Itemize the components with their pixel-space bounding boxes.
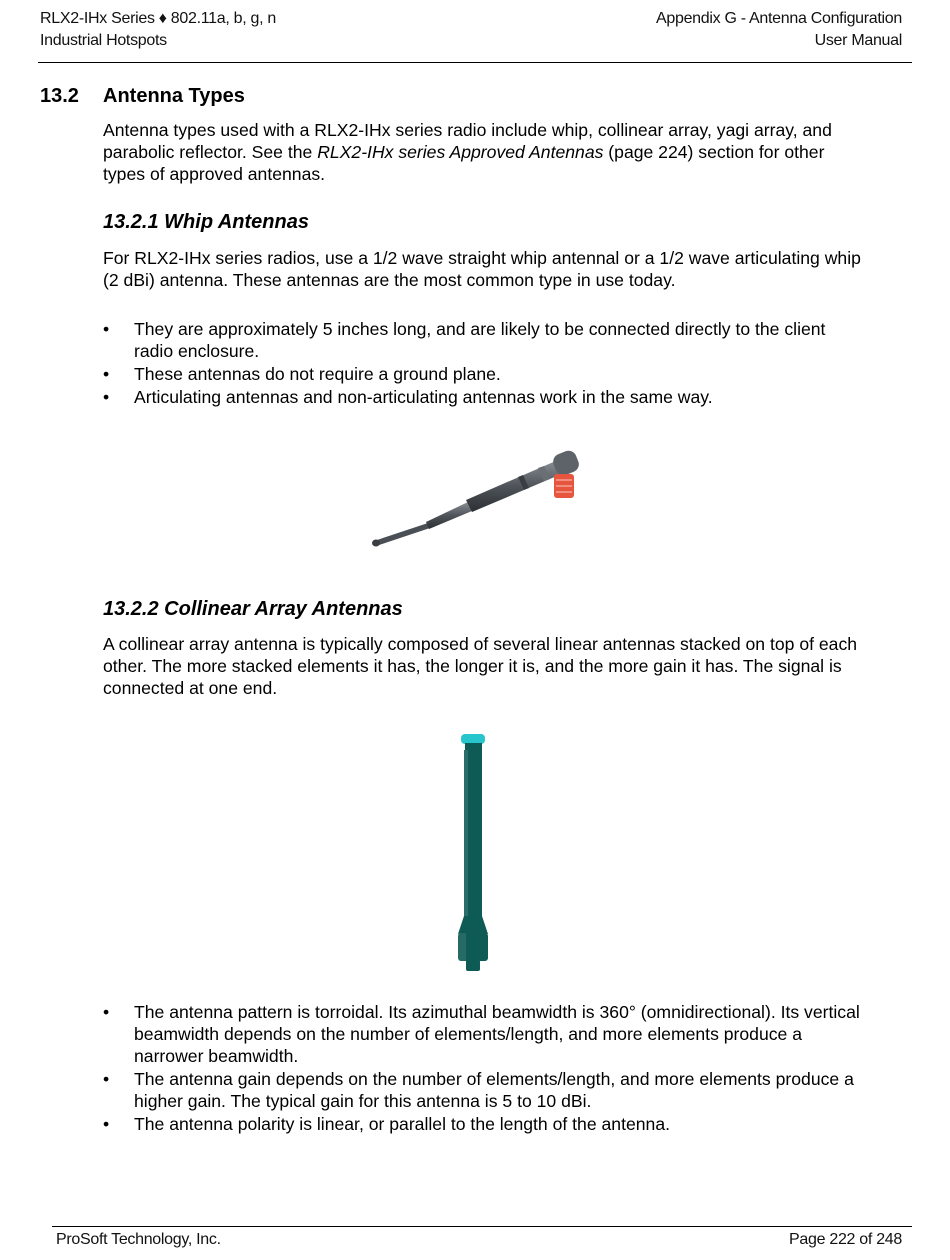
list-item	[103, 318, 863, 362]
intro-text: Antenna types used with a RLX2-IHx series radio include whip, collinear array, yagi array, and parabolic reflector. See the	[103, 120, 832, 162]
bullet-icon: •	[103, 1069, 110, 1089]
collinear-antenna-image	[452, 730, 496, 976]
page-header-left	[40, 8, 276, 52]
collinear-heading: 13.2.2 Collinear Array Antennas	[103, 598, 403, 620]
whip-heading: 13.2.1 Whip Antennas	[103, 211, 309, 233]
list-item-text: The antenna pattern is torroidal. Its azimuthal beamwidth is 360° (omnidirectional). Its vertical beamwidth depends on the number of elements/length, and more elements produce a narrower beamwidth.	[134, 1002, 860, 1066]
header-product-line: RLX2-IHx Series ♦ 802.11a, b, g, n	[40, 10, 277, 27]
collinear-connector	[466, 960, 480, 971]
footer-company: ProSoft Technology, Inc.	[56, 1231, 221, 1248]
collinear-flare	[458, 916, 488, 934]
header-divider	[38, 62, 912, 63]
footer-page-number: Page 222 of 248	[789, 1231, 902, 1248]
section-number: 13.2	[40, 85, 79, 107]
whip-bullet-list	[103, 318, 863, 409]
list-item-text: These antennas do not require a ground plane.	[134, 364, 501, 384]
list-item-text: They are approximately 5 inches long, and are likely to be connected directly to the client radio enclosure.	[134, 319, 826, 361]
bullet-icon: •	[103, 1114, 110, 1134]
section-intro	[103, 119, 863, 185]
list-item	[103, 386, 863, 408]
footer-divider	[52, 1226, 912, 1227]
list-item-text: The antenna polarity is linear, or parallel to the length of the antenna.	[134, 1114, 670, 1134]
list-item-text: The antenna gain depends on the number of elements/length, and more elements produce a higher gain. The typical gain for this antenna is 5 to 10 dBi.	[134, 1069, 854, 1111]
bullet-icon: •	[103, 364, 110, 384]
list-item-text: Articulating antennas and non-articulating antennas work in the same way.	[134, 387, 713, 407]
header-product-category: Industrial Hotspots	[40, 32, 167, 49]
list-item	[103, 363, 863, 385]
list-item	[103, 1068, 863, 1112]
page-header-right	[656, 8, 902, 52]
whip-antenna-image	[368, 440, 588, 552]
approved-antennas-reference[interactable]: RLX2-IHx series Approved Antennas	[317, 142, 604, 162]
bullet-icon: •	[103, 319, 110, 339]
bullet-icon: •	[103, 387, 110, 407]
header-chapter: Appendix G - Antenna Configuration	[656, 10, 902, 27]
intro-text-end: (page 224) section for other types of approved antennas.	[103, 142, 825, 184]
collinear-bullet-list	[103, 1001, 863, 1136]
section-title: Antenna Types	[103, 85, 245, 107]
list-item	[103, 1113, 863, 1135]
whip-paragraph: For RLX2-IHx series radios, use a 1/2 wave straight whip antennal or a 1/2 wave articulating whip (2 dBi) antenna. These antennas are the most common type in use today.	[103, 248, 861, 290]
collinear-cap	[461, 734, 485, 744]
collinear-neck	[465, 743, 482, 751]
bullet-icon: •	[103, 1002, 110, 1022]
header-doc-type: User Manual	[814, 32, 902, 49]
collinear-paragraph: A collinear array antenna is typically composed of several linear antennas stacked on top of each other. The more stacked elements it has, the longer it is, and the more gain it has. The signal is connected at one end.	[103, 634, 858, 698]
list-item	[103, 1001, 863, 1067]
